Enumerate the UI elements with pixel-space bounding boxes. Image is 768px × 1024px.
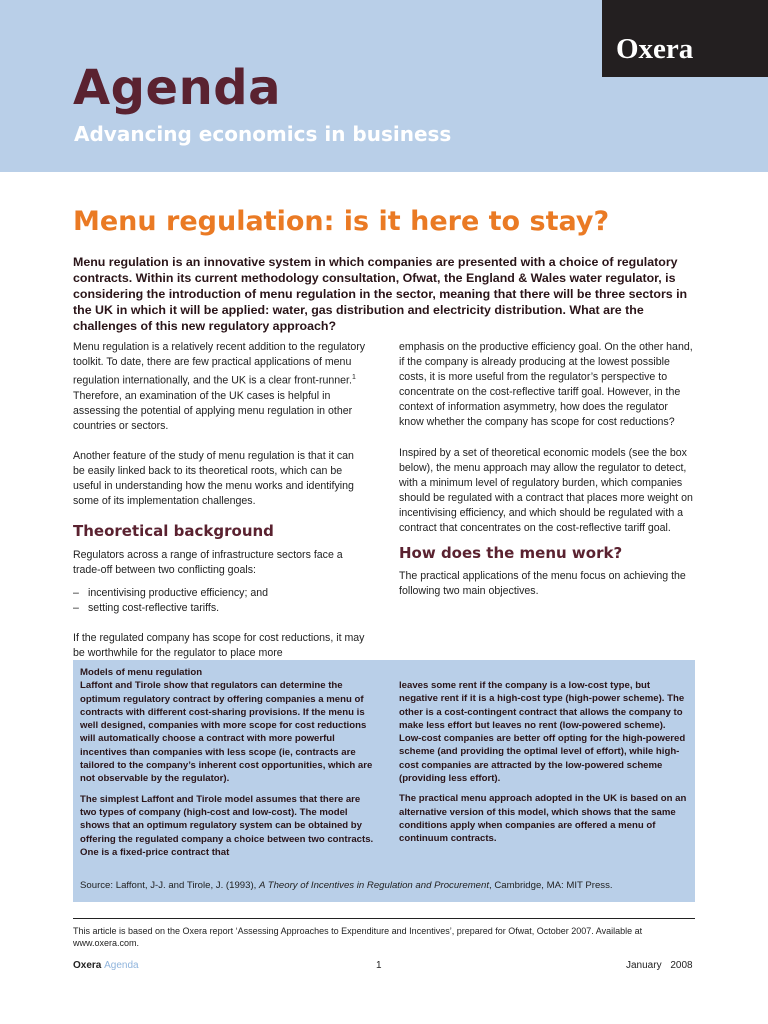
box-source: Source: Laffont, J-J. and Tirole, J. (1993), A Theory of Incentives in Regulation and Procurement, Cambridge, MA: MIT Press. (80, 880, 613, 891)
publication-tagline: Advancing economics in business (74, 122, 452, 146)
footnote-divider (73, 918, 695, 919)
list-item: – incentivising productive efficiency; and (73, 586, 367, 601)
page-number: 1 (376, 960, 382, 971)
box-column-left (80, 666, 374, 866)
paragraph: Menu regulation is a relatively recent addition to the regulatory toolkit. To date, there are few practical applications of menu regulation internationally, and the UK is a clear front-runner.$^1$ Therefore, an examination of the UK cases is helpful in assessing the potential of applying menu regulation in other countries or sectors. (73, 341, 366, 432)
paragraph: Regulators across a range of infrastructure sectors face a trade-off between two conflicting goals: (73, 548, 343, 576)
paragraph: The practical applications of the menu focus on achieving the following two main objectives. (399, 570, 686, 598)
models-box (73, 660, 695, 902)
list-item: – setting cost-reflective tariffs. (73, 601, 367, 616)
goals-list (73, 586, 367, 616)
masthead (0, 0, 768, 172)
column-right (399, 340, 695, 614)
box-paragraph: leaves some rent if the company is a low-cost type, but negative rent if it is a high-cost type (high-power scheme). The other is a cost-contingent contract that allows the company to make less effort but leaves no rent (low-powered scheme). Low-cost companies are better off opting for the high-powered scheme (and providing the optimal level of effort), while high-cost companies are attracted by the low-powered scheme (providing less effort). (399, 680, 686, 785)
paragraph: emphasis on the productive efficiency goal. On the other hand, if the company is already producing at the lowest possible costs, it is more useful from the regulator’s perspective to concentrate on the cost-reflective tariff goal. However, in the context of information asymmetry, how does the regulator know whether the company has scope for cost reductions? (399, 341, 693, 429)
oxera-logo (602, 0, 768, 77)
paragraph: Inspired by a set of theoretical economic models (see the box below), the menu approach may allow the regulator to detect, with a minimum level of regulatory burden, which companies should be regulated with a contract that places more weight on incentivising efficiency, and which should be regulated with a contract that concentrates on the cost-reflective tariff goal. (399, 446, 693, 535)
box-paragraph: Laffont and Tirole show that regulators can determine the optimum regulatory contract by offering companies a menu of contracts with different cost-sharing provisions. If the menu is well designed, companies with more scope for cost reductions will automatically choose a contract with more powerful incentives than companies with less scope (ie, contracts are tailored to the company’s inherent cost opportunities, which are not observable by the regulator). (80, 680, 373, 785)
logo-text: Oxera (616, 33, 694, 65)
source-title: A Theory of Incentives in Regulation and Procurement (259, 880, 490, 891)
publication-title: Agenda (73, 60, 281, 116)
article-title: Menu regulation: is it here to stay? (73, 206, 610, 237)
box-paragraph: The simplest Laffont and Tirole model assumes that there are two types of company (high-cost and low-cost). The model shows that an optimum regulatory system can be obtained by offering the regulated company a choice between two contracts. One is a fixed-price contract that (80, 793, 374, 858)
section-heading-how-menu-works: How does the menu work? (399, 544, 623, 563)
box-column-right (399, 679, 689, 853)
article-lead: Menu regulation is an innovative system in which companies are presented with a choice of regulatory contracts. Within its current methodology consultation, Ofwat, the England & Wales water regulator, is considering the introduction of menu regulation in the sector, meaning that there will be three sectors in the UK in which it will be applied: water, gas distribution and electricity distribution. What are the challenges of this new regulatory approach? (73, 255, 688, 333)
box-title: Models of menu regulation (80, 667, 203, 678)
source-note: This article is based on the Oxera report ‘Assessing Approaches to Expenditure and Incentives’, prepared for Ofwat, October 2007. Available at www.oxera.com. (73, 926, 643, 948)
issue-date: January 2008 (626, 960, 693, 971)
paragraph: Another feature of the study of menu regulation is that it can be easily linked back to its theoretical roots, which can be useful in understanding how the menu works and identifying some of its implementation challenges. (73, 450, 354, 508)
column-left (73, 340, 367, 676)
box-paragraph: The practical menu approach adopted in the UK is based on an alternative version of this model, which shows that the same conditions apply when companies are offered a menu of continuum contracts. (399, 793, 687, 845)
footer-brand: Oxera Agenda (73, 960, 139, 971)
paragraph: If the regulated company has scope for cost reductions, it may be worthwhile for the regulator to place more (73, 631, 365, 660)
footnote-marker: 1 (351, 374, 356, 382)
section-heading-theoretical-background: Theoretical background (73, 522, 274, 541)
